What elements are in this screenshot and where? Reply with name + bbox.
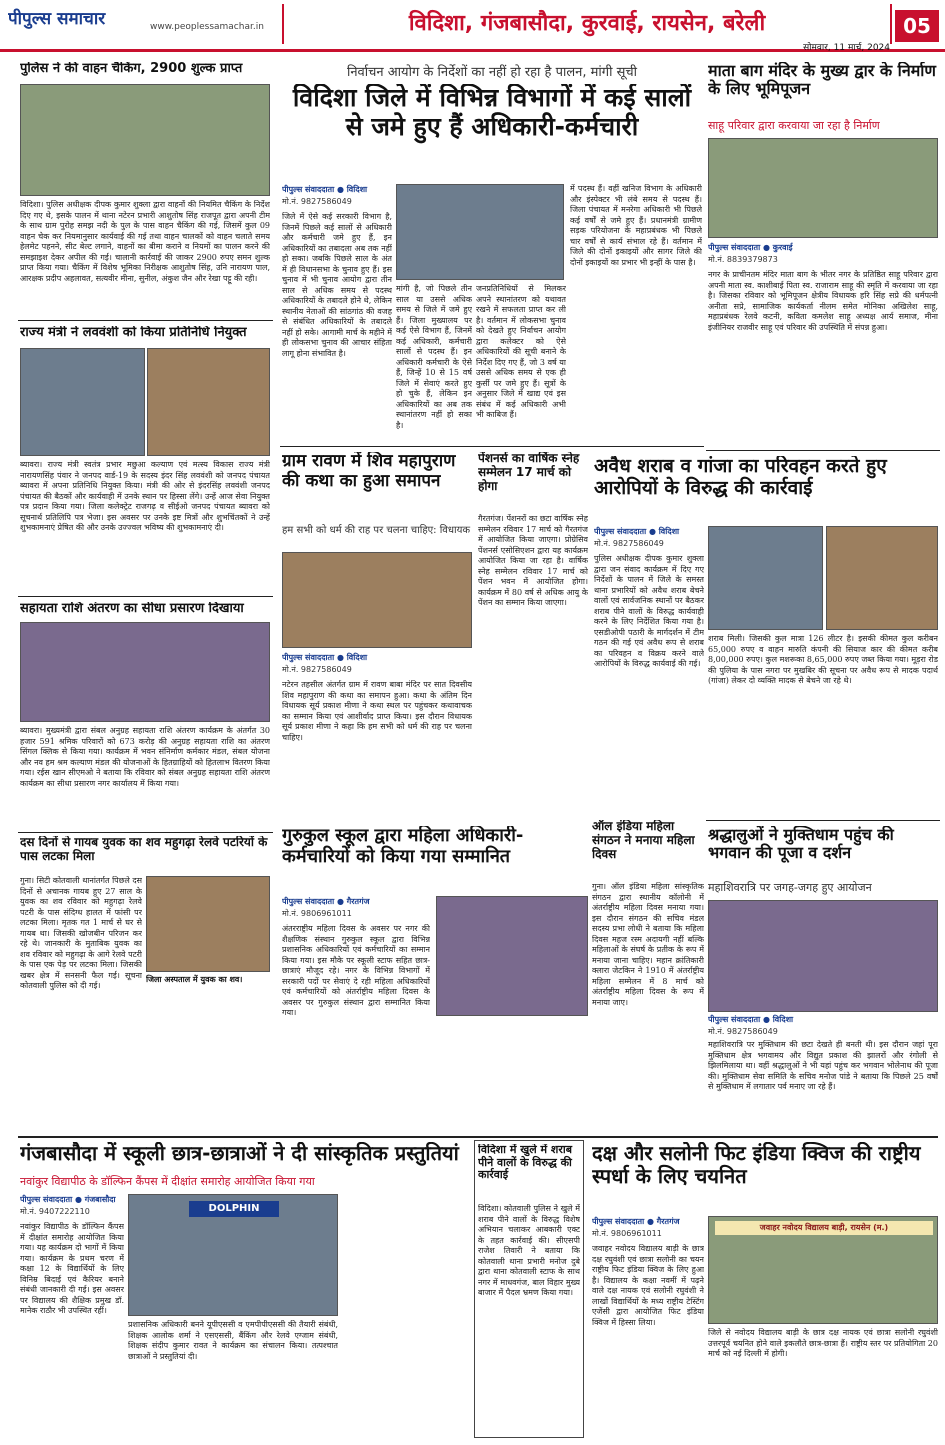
a3-body: ब्यावरा। मुख्यमंत्री द्वारा संबल अनुग्रह सहायता राशि अंतरण कार्यक्रम के अंतर्गत 30 हजार 591 श्रमिक परिवारों को 673 करोड़ की अनुग्रह सहायता राशि का अंतरण सिंगल क्लिक से किया गया। कार्यक्रम में भवन संनिर्माण कर्मकार मंडल, संबल योजना और नव हम श्रम कल्याण मंडल की योजनाओं के हितग्राहियों को हितलाभ वितरण किया गया। रईस खान सीएमओ ने बताया कि रविवार को संबल अनुग्रह सहायता राशि अंतरण कार्यक्रम का सीधा प्रसारण नगर कार्यालय में किया गया। xyxy=(20,726,270,788)
a3-headline: सहायता राशि अंतरण का सीधा प्रसारण दिखाया xyxy=(20,602,244,616)
r1-headline: माता बाग मंदिर के मुख्य द्वार के निर्माण के लिए भूमिपूजन xyxy=(708,62,936,99)
r1-body: नगर के प्राचीनतम मंदिर माता बाग के भीतर नगर के प्रतिष्ठित साहू परिवार द्वारा अपनी माता स्व. काशीबाई पिता स्व. राजाराम साहू की स्मृति में करवाया जा रहा है। जिसका रविवार को भूमिपूजन क्षेत्रीय विधायक हरि सिंह सप्रे की धर्मपत्नी अनीता सप्रे, सामाजिक कार्यकर्ता नीलम समेत मोनिका अखिलेश साहू, महाप्रबंधक रेलवे कटनी, कविता कमलेश साहू अध्यक्ष आर्य समाज, मीना इंजीनियर राजवीर साहू एवं परिवार की उपस्थिति में संपन्न हुआ। xyxy=(708,270,938,332)
muktidham-photo xyxy=(708,900,938,1012)
r1-byline: पीपुल्स संवाददाता ● कुरवाई xyxy=(708,243,793,252)
section-title: विदिशा, गंजबासौदा, कुरवाई, रायसेन, बरेली xyxy=(282,4,892,44)
b2-headline: विदिशा में खुले में शराब पीने वालों के विरुद्ध की कार्रवाई xyxy=(478,1144,573,1182)
a1-headline: पुलिस ने की वाहन चैकिंग, 2900 शुल्क प्राप्त xyxy=(20,62,243,76)
dolphin-campus-photo xyxy=(128,1194,338,1316)
m1-headline: ग्राम रावण में शिव महापुराण की कथा का हुआ समापन xyxy=(282,452,456,491)
collectorate-photo xyxy=(396,184,564,280)
vehicle-check-photo xyxy=(20,84,270,196)
divider xyxy=(280,446,704,447)
m2-body: गैरतगंज। पेंशनरों का छटा वार्षिक स्नेह सम्मेलन रविवार 17 मार्च को गैरतगंज में आयोजित किया जाएगा। प्रोग्रेसिव पेंशनर्स एसोसिएशन द्वारा यह कार्यक्रम आयोजित किया जा रहा है। वार्षिक स्नेह सम्मेलन रविवार 17 मार्च को पेंशन भवन में आयोजित होगा। कार्यक्रम में 80 वर्ष से अधिक आयु के पेंशन का सम्मान किया जाएगा। xyxy=(478,514,588,607)
gurukul-honor-photo xyxy=(436,896,588,1016)
lead-col-4: में पदस्थ हैं। वहीं खनिज विभाग के अधिकारी और इंस्पेक्टर भी लंबे समय से पदस्थ हैं। जिला पंचायत में मनरेगा अधिकारी भी पिछले कई वर्षों से जमे हुए हैं। प्रधानमंत्री ग्रामीण सड़क परियोजना के महाप्रबंधक भी पिछले चार वर्षों से कार्य संभाल रहे हैं। वर्तमान में जिले की दोनों इकाइयों और सागर जिले की दोनों इकाइयों का प्रभार भी इन्हीं के पास है। xyxy=(570,184,702,267)
m3-headline: ऑल इंडिया महिला संगठन ने मनाया महिला दिवस xyxy=(592,820,695,861)
a4-body: गुना। सिटी कोतवाली थानांतर्गत पिछले दस दिनों से अचानक गायब हुए 27 साल के युवक का शव रविवार को महुगढ़ा रेलवे पटरी के पास संदिग्ध हालत में फांसी पर लटका मिला। मृतक गत 1 मार्च से घर से गायब था। जिसकी खोजबीन परिजन कर रहे थे। जानकारी के मुताबिक युवक का शव रविवार को महुगढ़ा के आगे रेलवे पटरी के पास एक पेड़ पर लटका मिला। जिसकी खबर क्षेत्र में सनसनी फैल गई। सूचना कोतवाली पुलिस को दी गई। xyxy=(20,876,142,990)
a4-headline: दस दिनों से गायब युवक का शव महुगढ़ा रेलवे पटरियों के पास लटका मिला xyxy=(20,836,268,863)
appointment-photo-2 xyxy=(147,348,270,456)
r2-body-continued: शराब मिली। जिसकी कुल मात्रा 126 लीटर है। इसकी कीमत कुल करीबन 65,000 रुपए व वाहन मारुति कंपनी की सियाज कार की कीमत करीब 8,00,000 रुपए। कुल मशरूका 8,65,000 रुपए जब्त किया गया। मूड़रा रोड की पुलिया के पास नगरा पर मुखबिर की सूचना पर अवैध रूप से मादक पदार्थ (गांजा) लेकर दो व्यक्ति मादक से बेचने जा रहे थे। xyxy=(708,634,938,685)
m1-mobile: मो.नं. 9827586049 xyxy=(282,665,352,674)
divider xyxy=(706,820,940,821)
divider xyxy=(18,320,273,321)
liquor-seizure-photo-1 xyxy=(708,526,823,630)
r1-mobile: मो.नं. 8839379873 xyxy=(708,255,778,264)
divider xyxy=(18,832,273,833)
lead-col-2: मांगी है, जो पिछले तीन साल या उससे अधिक समय से जिले में जमे हुए हैं। जिला मुख्यालय पर कई ऐसे विभाग हैं, जिनमें कई अधिकारी, कर्मचारी सालों से पदस्थ हैं। इन अधिकारी कर्मचारी के ऐसे हैं, जिन्हें 10 से 15 वर्ष जिले में सेवाएं करते हुए हो चुके हैं, लेकिन इन अधिकारियों का अब तक स्थानांतरण नहीं हो सका है। xyxy=(396,284,472,430)
b3-byline: पीपुल्स संवाददाता ● गैरतगंज xyxy=(592,1217,680,1226)
r3-subheadline: महाशिवरात्रि पर जगह-जगह हुए आयोजन xyxy=(708,881,872,894)
r2-headline: अवैध शराब व गांजा का परिवहन करते हुए आरोपियों के विरुद्ध की कार्रवाई xyxy=(594,456,887,499)
r2-body: पुलिस अधीक्षक दीपक कुमार शुक्ला द्वारा जन संवाद कार्यक्रम में दिए गए निर्देशों के पालन में जिले के समस्त थाना प्रभारियों को अवैध शराब बेचने वालों एवं सार्वजनिक स्थानों पर बैठकर शराब पीने वालों के विरुद्ध कार्यवाही करने के लिए निर्देशित किया गया है। एसडीओपी पठारी के मार्गदर्शन में टीम गठन की गई एवं अवैध रूप से शराब का परिवहन व विक्रय करने वाले आरोपियों के विरुद्ध कार्यवाई की गई। xyxy=(594,554,704,668)
a2-headline: राज्य मंत्री ने लववंशी को किया प्रतिनिधि नियुक्त xyxy=(20,326,247,340)
page-number: 05 xyxy=(895,10,939,42)
b3-body-continued: जिले से नवोदय विद्यालय बाड़ी के छात्र दक्ष नायक एवं छात्रा सलोनी रघुवंशी उत्तरपूर्व चयनित होने वाले इकलौते छात्र-छात्रा हैं। राष्ट्रीय स्तर पर प्रतियोगिता 20 मार्च को नई दिल्ली में होगी। xyxy=(708,1328,938,1358)
a2-body: ब्यावरा। राज्य मंत्री स्वतंत्र प्रभार मछुआ कल्याण एवं मत्स्य विकास राज्य मंत्री नारायणसिंह पंवार ने जनपद वार्ड-19 के सदस्य इंदर सिंह लववंशी को जनपद पंचायत ब्यावरा में अपना प्रतिनिधि नियुक्त किया। मंत्री की ओर से इंदरसिंह लववंशी जनपद पंचायत की बैठकों और कार्यवाही में उनके स्थान पर हिस्सा लेंगे। उन्हें आज सेवा नियुक्त पत्र प्रदान किया गया। जिला कलेक्ट्रेट राजगढ़ व सीईओ जनपद पंचायत ब्यावरा को सूचनार्थ प्रतिलिपि पत्र भेजा। इस अवसर पर उनके इष्ट मित्रों और शुभचिंतकों ने उन्हें शुभकामनाएं प्रेषित की और उनके उज्ज्वल भविष्य की शुभकामनाएं दी। xyxy=(20,460,270,532)
school-sign: जवाहर नवोदय विद्यालय बाड़ी, रायसेन (म.) xyxy=(715,1221,933,1235)
liquor-seizure-photo-2 xyxy=(826,526,938,630)
r3-mobile: मो.नं. 9827586049 xyxy=(708,1027,778,1036)
b1-subheadline: नवांकुर विद्यापीठ के डॉल्फिन कैंपस में दीक्षांत समारोह आयोजित किया गया xyxy=(20,1175,315,1188)
b2-body: विदिशा। कोतवाली पुलिस ने खुले में शराब पीने वालों के विरुद्ध विशेष अभियान चलाकर आबकारी एक्ट के तहत कार्रवाई की। सीएसपी राजेश तिवारी ने बताया कि कोतवाली थाना प्रभारी मनोज दुबे द्वारा थाना कोतवाली स्टाफ के साथ नगर में माधवगंज, बाल विहार मुख्य बाजार में पैदल भ्रमण किया गया। xyxy=(478,1204,580,1297)
bhoomipoojan-photo xyxy=(708,138,938,238)
m4-headline: गुरुकुल स्कूल द्वारा महिला अधिकारी-कर्मचारियों को किया गया सम्मानित xyxy=(282,826,524,867)
b3-body: जवाहर नवोदय विद्यालय बाड़ी के छात्र दक्ष रघुवंशी एवं छात्रा सलोनी का चयन राष्ट्रीय फिट इंडिया क्विज के लिए हुआ है। विद्यालय के कक्षा नवमीं में पढ़ने वाले दक्ष नायक एवं सलोनी रघुवंशी ने लाखों विद्यार्थियों के मध्य राष्ट्रीय टेस्टिंग एजेंसी द्वारा आयोजित फिट इंडिया क्विज में हिस्सा लिया। xyxy=(592,1244,704,1327)
lead-mobile: मो.नं. 9827586049 xyxy=(282,197,352,206)
r2-mobile: मो.नं. 9827586049 xyxy=(594,539,664,548)
b1-headline: गंजबासौदा में स्कूली छात्र-छात्राओं ने दी सांस्कृतिक प्रस्तुतियां xyxy=(20,1142,459,1165)
appointment-photo-1 xyxy=(20,348,145,456)
live-broadcast-photo xyxy=(20,622,270,722)
body-found-photo xyxy=(146,876,270,972)
shiv-katha-photo xyxy=(282,552,472,648)
b1-body-continued: प्रशासनिक अधिकारी बनने यूपीएससी व एमपीपीएससी की तैयारी संबंधी, शिक्षक आलोक शर्मा ने एसएससी, बैंकिंग और रेलवे एग्जाम संबंधी, शिक्षक संदीप कुमार रावत ने कार्यक्रम का संचालन किया। तत्पश्चात छात्राओं ने प्रस्तुतियां दी। xyxy=(128,1320,338,1361)
lead-col-3: जनप्रतिनिधियों से मिलकर अपने स्थानांतरण को यथावत रखने में सफलता प्राप्त कर ली है। वर्तमान में लोकसभा चुनाव को देखते हुए निर्वाचन आयोग द्वारा कलेक्टर को ऐसे अधिकारियों की सूची बनाने के निर्देश दिए गए हैं, जो 3 वर्ष या उससे अधिक समय से एक ही कुर्सी पर जमे हुए हैं। सूत्रों के अनुसार जिले में खाद्य एवं इस संबंध में कई अधिकारी अभी भी काबिज हैं। xyxy=(476,284,566,419)
b1-byline: पीपुल्स संवाददाता ● गंजबासौदा xyxy=(20,1195,116,1204)
divider xyxy=(706,450,940,451)
r2-byline: पीपुल्स संवाददाता ● विदिशा xyxy=(594,527,680,536)
logo[interactable]: पीपुल्स समाचार xyxy=(8,9,106,29)
m4-byline: पीपुल्स संवाददाता ● गैरतगंज xyxy=(282,897,370,906)
r1-subheadline: साहू परिवार द्वारा करवाया जा रहा है निर्माण xyxy=(708,119,880,132)
a1-body: विदिशा। पुलिस अधीक्षक दीपक कुमार शुक्ला द्वारा वाहनों की नियमित चैकिंग के निर्देश दिए गए थे, इसके पालन में थाना नटेरन प्रभारी आशुतोष सिंह राजपूत द्वारा अपनी टीम के साथ ग्राम पुरोह समझ नदी के पुल के पास वाहन चैकिंग की गई, जिसमें कुल 09 वाहन चेक कर नियमानुसार कार्यवाई की गई तथा वाहन चालकों को वाहन चलाते समय हेलमेट पहनने, सीट बेल्ट लगाने, वाहनों का बीमा कराने व नियमों का पालन करने की समझाइश देकर अपील की गई। चालानी कार्रवाई की जाकर 2900 रुपए समन शुल्क प्राप्त किया गया। चैकिंग में विशेष भूमिका निरीक्षक आशुतोष सिंह, उनि नारायण पाल, आरक्षक प्रदीप अहलावत, सत्यवीर मीना, सुनील, अंकुश जैन और रेखा पट्टू की रही। xyxy=(20,200,270,283)
b1-body: नवांकुर विद्यापीठ के डॉल्फिन कैंपस में दीक्षांत समारोह आयोजित किया गया। यह कार्यक्रम दो भागों में किया गया। कार्यक्रम के प्रथम चरण में कक्षा 12 के विद्यार्थियों के लिए विनिम्र बिदाई एवं कैरियर बनाने संबंधी जानकारी दी गई। इस अवसर पर विद्यालय की शैक्षिक प्रमुख डॉ. मानेक राठौर भी उपस्थित रहीं। xyxy=(20,1222,124,1315)
m3-body: गुना। ऑल इंडिया महिला सांस्कृतिक संगठन द्वारा स्थानीय कॉलोनी में अंतर्राष्ट्रीय महिला दिवस मनाया गया। इस दौरान संगठन की सचिव मंडल सदस्य प्रभा लोधी ने बताया कि महिला दिवस महज रस्म अदायगी नहीं बल्कि महिलाओं के संघर्ष के प्रतीक के रूप में मनाया जाना चाहिए। महान क्रांतिकारी क्लारा जेटकिन ने 1910 में अंतर्राष्ट्रीय महिला सम्मेलन में 8 मार्च को अंतर्राष्ट्रीय महिला दिवस के रूप में मनाया जाए। xyxy=(592,882,704,1007)
r3-headline: श्रद्धालुओं ने मुक्तिधाम पहुंच की भगवान की पूजा व दर्शन xyxy=(708,826,894,863)
website-link[interactable]: www.peoplessamachar.in xyxy=(150,22,264,32)
divider xyxy=(18,596,273,597)
dolphin-banner: DOLPHIN xyxy=(189,1201,279,1217)
m4-body: अंतरराष्ट्रीय महिला दिवस के अवसर पर नगर की शैक्षणिक संस्थान गुरुकुल स्कूल द्वारा विभिन्न प्रशासनिक अधिकारियों एवं कर्मचारियों का सम्मान किया गया। इस मौके पर स्कूली स्टाफ सहित छात्र-छात्राएं मौजूद रहे। नगर के विभिन्न विभागों में सरकारी पदों पर सेवाएं दे रही महिला अधिकारियों एवं कर्मचारियों को अंतर्राष्ट्रीय महिला दिवस के अवसर पर गुरुकुल संस्थान द्वारा सम्मानित किया गया। xyxy=(282,924,430,1017)
r3-body: महाशिवरात्रि पर मुक्तिधाम की छटा देखते ही बनती थी। इस दौरान जहां पूरा मुक्तिधाम क्षेत्र भगवामय और विद्युत प्रकाश की झालरों और रंगोली से झिलमिलाया था। वहीं श्रद्धालुओं ने भी यहां पहुंच कर भगवान भोलेनाथ की पूजा की। मुक्तिधाम सेवा समिति के सचिव मनोज पांडे ने बताया कि पिछले 25 वर्षों से मुक्तिधाम में लगातार पर्व मनाए जा रहे हैं। xyxy=(708,1040,938,1091)
dateline: सोमवार, 11 मार्च, 2024 xyxy=(803,43,890,52)
m1-body: नटेरन तहसील अंतर्गत ग्राम में रावण बाबा मंदिर पर सात दिवसीय शिव महापुराण की कथा का समापन हुआ। कथा के अंतिम दिन विधायक सूर्य प्रकाश मीणा ने कथा स्थल पर पहुंचकर कथावाचक का सम्मान किया एवं आशीर्वाद प्राप्त किया। इस दौरान विधायक सूर्य प्रकाश मीणा ने कहा कि हम सभी को धर्म की राह पर चलना चाहिए। xyxy=(282,680,472,742)
lead-byline: पीपुल्स संवाददाता ● विदिशा xyxy=(282,185,368,194)
a4-photo-caption: जिला अस्पताल में युवक का शव। xyxy=(146,975,243,984)
m1-byline: पीपुल्स संवाददाता ● विदिशा xyxy=(282,653,368,662)
quiz-winners-photo xyxy=(708,1216,938,1324)
b3-headline: दक्ष और सलोनी फिट इंडिया क्विज की राष्ट्रीय स्पर्धा के लिए चयनित xyxy=(592,1142,921,1188)
m4-mobile: मो.नं. 9806961011 xyxy=(282,909,352,918)
lead-headline: विदिशा जिले में विभिन्न विभागों में कई सालों से जमे हुए हैं अधिकारी-कर्मचारी xyxy=(292,84,692,141)
lead-col-1: जिले में ऐसे कई सरकारी विभाग है, जिनमें पिछले कई सालों से अधिकारी और कर्मचारी जमे हुए हैं, इन अधिकारियों का तबादला अब तक नहीं हो सका। जबकि पिछले साल के अंत में ही विधानसभा के चुनाव हुए हैं। इस चुनाव में भी चुनाव आयोग द्वारा तीन साल से अधिक समय से पदस्थ अधिकारियों के तबादले होने थे, लेकिन स्थानीय नेताओं की सांठगांठ की वजह से संबंधित अधिकारियों के तबादले नहीं हो सके। आगामी मार्च के महीने में ही लोकसभा चुनाव की आचार संहिता लागू होना संभावित है। xyxy=(282,212,392,358)
section-divider xyxy=(18,1136,938,1138)
b3-mobile: मो.नं. 9806961011 xyxy=(592,1229,662,1238)
m2-headline: पेंशनर्स का वार्षिक स्नेह सम्मेलन 17 मार्च को होगा xyxy=(478,452,580,493)
lead-kicker: निर्वाचन आयोग के निर्देशों का नहीं हो रहा है पालन, मांगी सूची xyxy=(346,65,638,80)
m1-subheadline: हम सभी को धर्म की राह पर चलना चाहिए: विधायक xyxy=(282,525,471,536)
r3-byline: पीपुल्स संवाददाता ● विदिशा xyxy=(708,1015,794,1024)
b1-mobile: मो.नं. 9407222110 xyxy=(20,1207,90,1216)
